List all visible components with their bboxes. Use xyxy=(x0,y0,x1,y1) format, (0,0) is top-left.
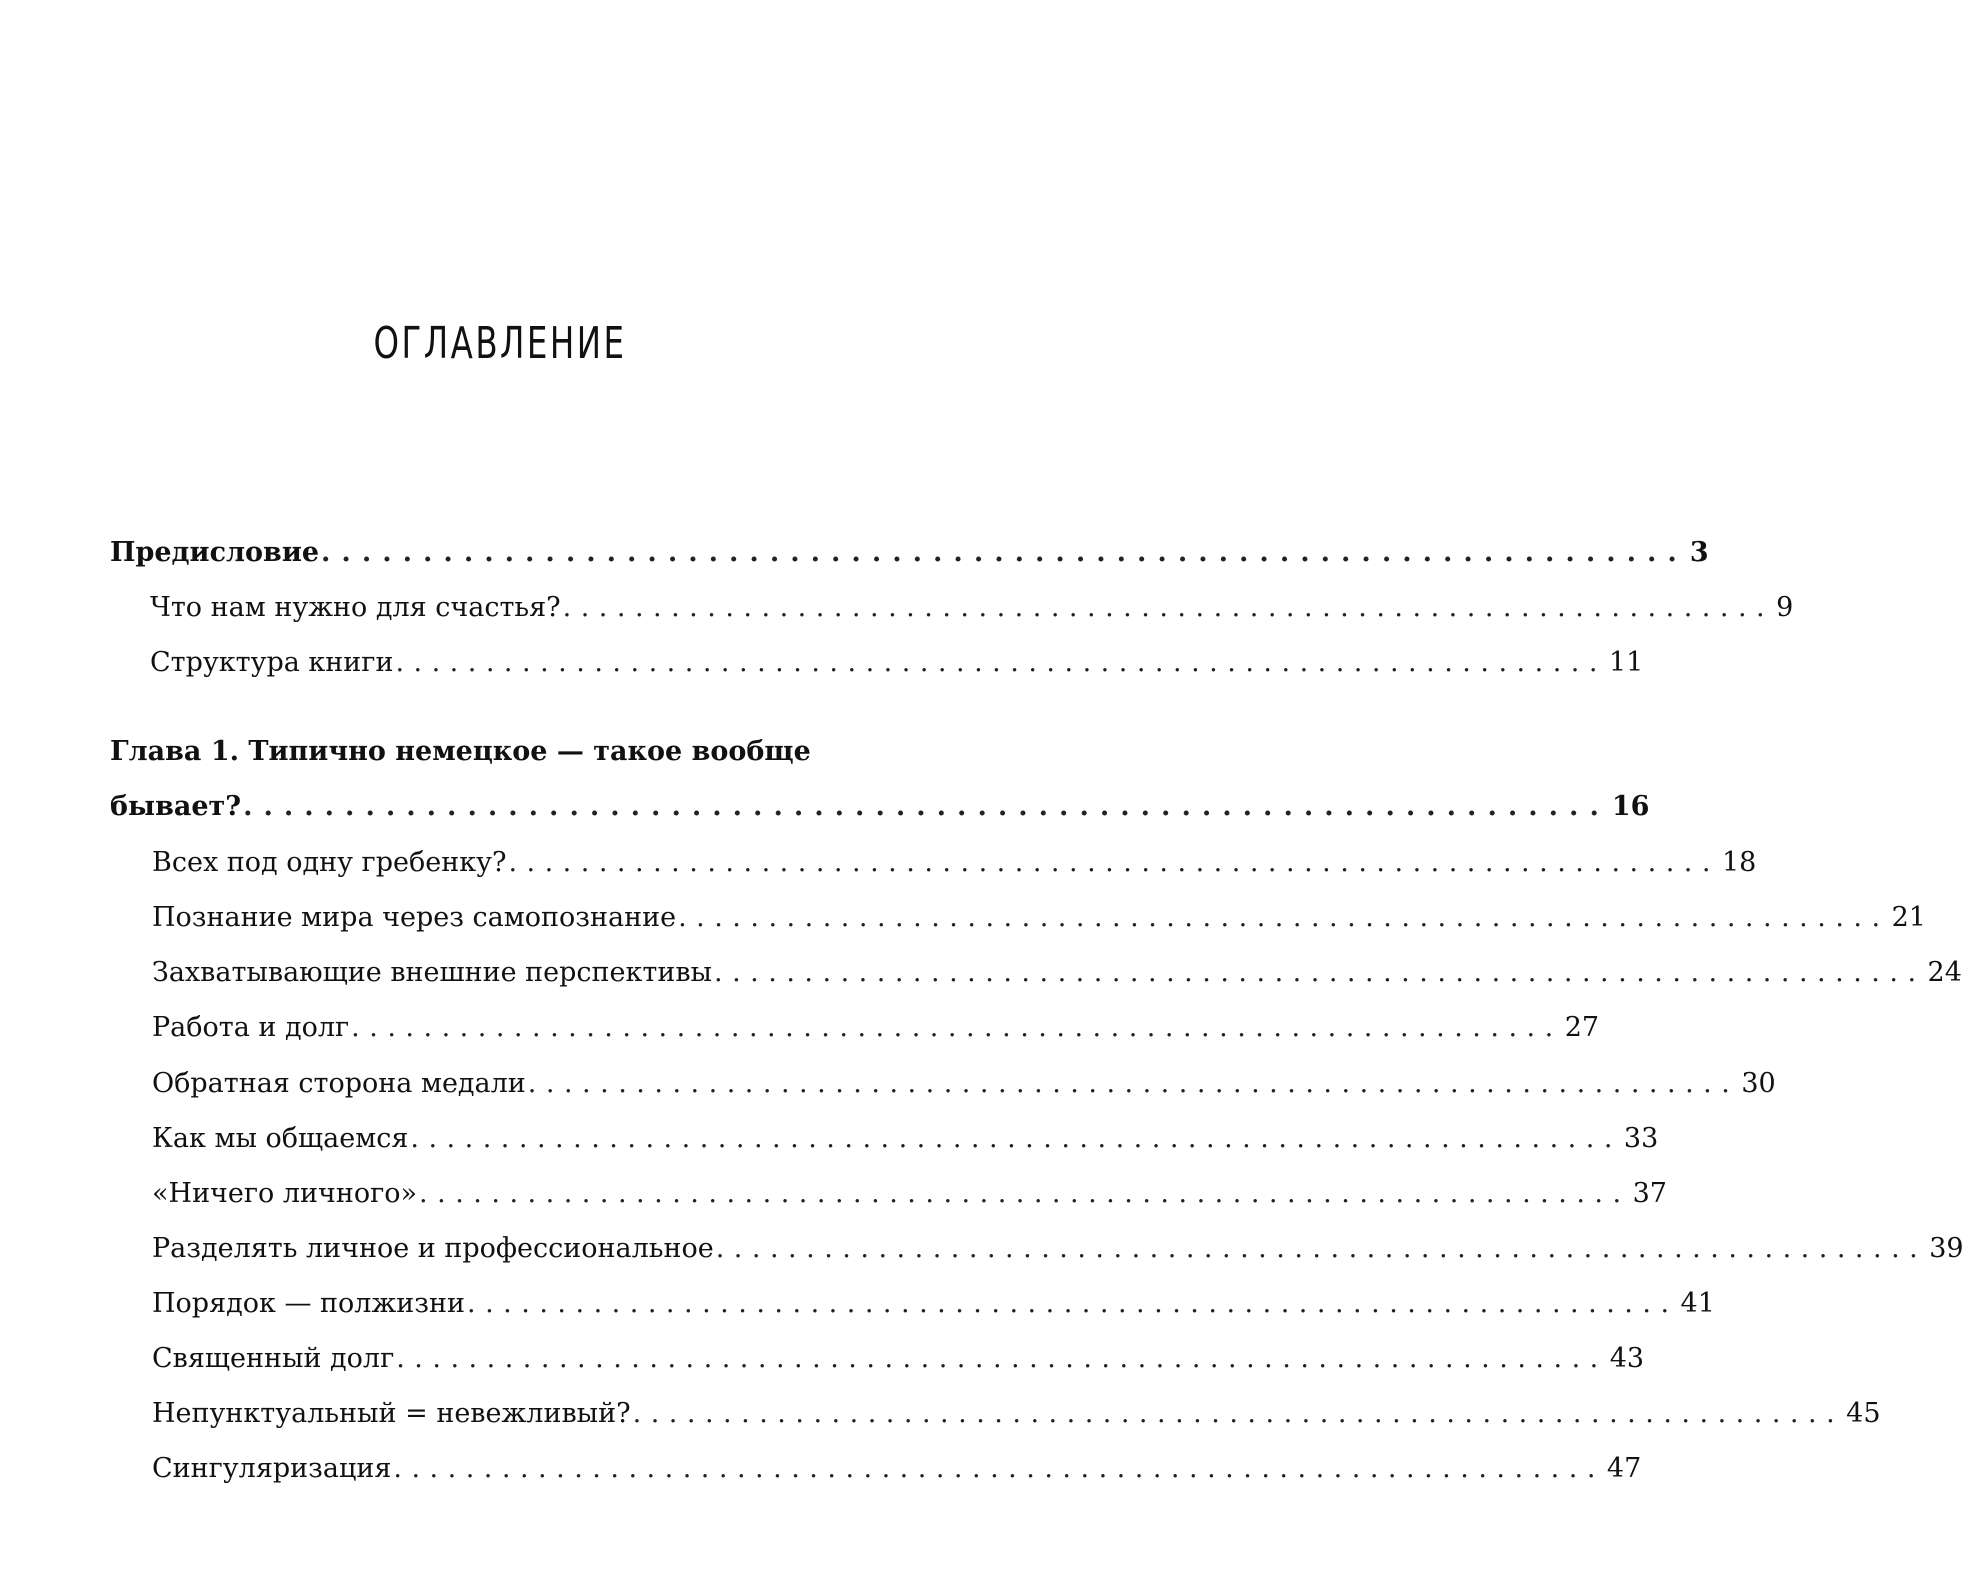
toc-entry-page: 37 xyxy=(1632,1178,1667,1209)
toc-entry[interactable] xyxy=(152,1342,1645,1376)
toc-entry-label: Захватывающие внешние перспективы xyxy=(152,957,713,988)
toc-entry-page: 18 xyxy=(1721,847,1757,878)
toc-entry-page: 27 xyxy=(1564,1012,1600,1043)
toc-entry[interactable] xyxy=(152,1397,1881,1431)
toc-entry[interactable] xyxy=(152,846,1757,880)
toc-entry-label: Непунктуальный = невежливый? xyxy=(152,1398,631,1429)
toc-entry-label: Что нам нужно для счастья? xyxy=(150,592,561,623)
toc-entry[interactable] xyxy=(150,646,1644,680)
toc-leader-dots: ................................................................... xyxy=(410,1123,1622,1154)
toc-leader-dots: ................................................................... xyxy=(562,592,1775,623)
toc-entry[interactable] xyxy=(152,1287,1715,1321)
page-title: ОГЛАВЛЕНИЕ xyxy=(373,318,627,369)
toc-entry-label: Предисловие xyxy=(110,537,320,568)
toc-chapter-1-title-line1[interactable]: Глава 1. Типично немецкое — такое вообще xyxy=(110,736,811,767)
toc-entry-label: Структура книги xyxy=(150,647,394,678)
toc-entry[interactable] xyxy=(152,1232,1964,1266)
toc-entry[interactable] xyxy=(152,1067,1776,1101)
toc-leader-dots: ................................................................... xyxy=(396,1343,1608,1374)
toc-entry[interactable] xyxy=(152,1122,1659,1156)
toc-entry-label: Как мы общаемся xyxy=(152,1123,409,1154)
toc-entry-page: 11 xyxy=(1608,647,1644,678)
toc-entry[interactable] xyxy=(152,1177,1667,1211)
toc-leader-dots: ................................................................... xyxy=(419,1178,1631,1209)
toc-entry-label: Работа и долг xyxy=(152,1012,350,1043)
toc-leader-dots: ................................................................... xyxy=(632,1398,1845,1429)
toc-entry-label: Всех под одну гребенку? xyxy=(152,847,507,878)
toc-entry-page: 24 xyxy=(1927,957,1962,988)
toc-entry-page: 33 xyxy=(1623,1123,1659,1154)
toc-entry-page: 30 xyxy=(1741,1068,1776,1099)
toc-entry-label: Порядок — полжизни xyxy=(152,1288,465,1319)
toc-entry-label: Сингуляризация xyxy=(152,1453,392,1484)
toc-leader-dots: ................................................................... xyxy=(508,847,1720,878)
toc-entry-page: 39 xyxy=(1929,1233,1964,1264)
toc-entry-page: 9 xyxy=(1776,592,1794,623)
toc-leader-dots: ................................................................... xyxy=(321,537,1688,568)
toc-entry-preface[interactable] xyxy=(110,536,1709,570)
toc-entry-label: Разделять личное и профессиональное xyxy=(152,1233,714,1264)
toc-entry-label: Священный долг xyxy=(152,1343,395,1374)
toc-entry[interactable] xyxy=(152,956,1962,990)
toc-entry[interactable] xyxy=(152,1452,1642,1486)
toc-entry-page: 16 xyxy=(1611,791,1650,822)
toc-entry-page: 43 xyxy=(1609,1343,1645,1374)
toc-entry[interactable] xyxy=(150,591,1794,625)
toc-entry-page: 21 xyxy=(1891,902,1926,933)
toc-entry-label: бывает? xyxy=(110,791,242,822)
toc-entry[interactable] xyxy=(152,901,1926,935)
toc-entry-label: «Ничего личного» xyxy=(152,1178,418,1209)
toc-leader-dots: ................................................................... xyxy=(678,902,1890,933)
toc-entry-page: 47 xyxy=(1606,1453,1642,1484)
toc-leader-dots: ................................................................... xyxy=(715,1233,1928,1264)
toc-leader-dots: ................................................................... xyxy=(527,1068,1740,1099)
toc-leader-dots: ................................................................... xyxy=(467,1288,1679,1319)
toc-entry-page: 3 xyxy=(1689,537,1709,568)
toc-entry-chapter-1[interactable] xyxy=(110,790,1650,824)
toc-entry[interactable] xyxy=(152,1011,1600,1045)
toc-leader-dots: ................................................................... xyxy=(395,647,1607,678)
toc-entry-label: Обратная сторона медали xyxy=(152,1068,526,1099)
toc-entry-page: 41 xyxy=(1680,1288,1715,1319)
toc-entry-page: 45 xyxy=(1846,1398,1881,1429)
toc-leader-dots: ................................................................... xyxy=(393,1453,1605,1484)
toc-leader-dots: ................................................................... xyxy=(243,791,1610,822)
toc-leader-dots: ................................................................... xyxy=(351,1012,1563,1043)
toc-entry-label: Познание мира через самопознание xyxy=(152,902,677,933)
toc-leader-dots: ................................................................... xyxy=(714,957,1926,988)
